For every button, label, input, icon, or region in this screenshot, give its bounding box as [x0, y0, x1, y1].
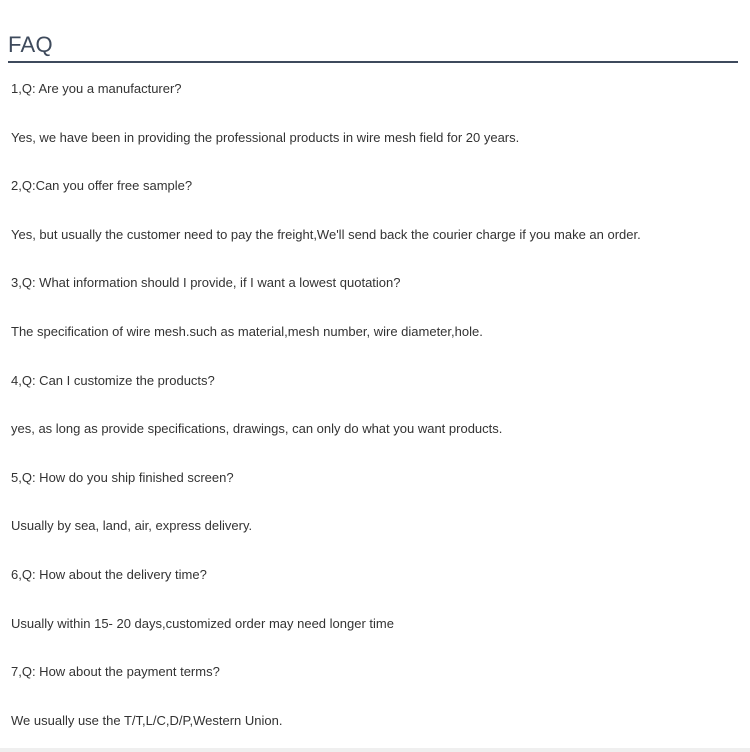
faq-question-1: 1,Q: Are you a manufacturer? — [11, 81, 182, 96]
faq-question-7: 7,Q: How about the payment terms? — [11, 664, 220, 680]
page-title: FAQ — [8, 32, 53, 57]
faq-answer-5: Usually by sea, land, air, express delivery. — [11, 518, 253, 534]
faq-question-5: 5,Q: How do you ship finished screen? — [11, 469, 234, 485]
faq-answer-7: We usually use the T/T,L/C,D/P,Western Union. — [11, 712, 283, 728]
faq-answer-3: The specification of wire mesh.such as material,mesh number, wire diameter,hole. — [11, 323, 483, 339]
faq-list — [11, 80, 736, 730]
faq-question-6: 6,Q: How about the delivery time? — [11, 566, 207, 582]
faq-question-4: 4,Q: Can I customize the products? — [11, 372, 215, 388]
faq-question-2: 2,Q:Can you offer free sample? — [11, 178, 193, 194]
bottom-divider — [0, 748, 750, 752]
faq-answer-2: Yes, but usually the customer need to pay the freight,We'll send back the courier charge if you make an order. — [11, 226, 641, 242]
faq-answer-1: Yes, we have been in providing the professional products in wire mesh field for 20 years. — [11, 129, 520, 145]
faq-answer-6: Usually within 15- 20 days,customized order may need longer time — [11, 615, 394, 631]
faq-header — [8, 30, 738, 63]
faq-answer-4: yes, as long as provide specifications, drawings, can only do what you want products. — [11, 421, 503, 437]
faq-question-3: 3,Q: What information should I provide, if I want a lowest quotation? — [11, 275, 401, 291]
